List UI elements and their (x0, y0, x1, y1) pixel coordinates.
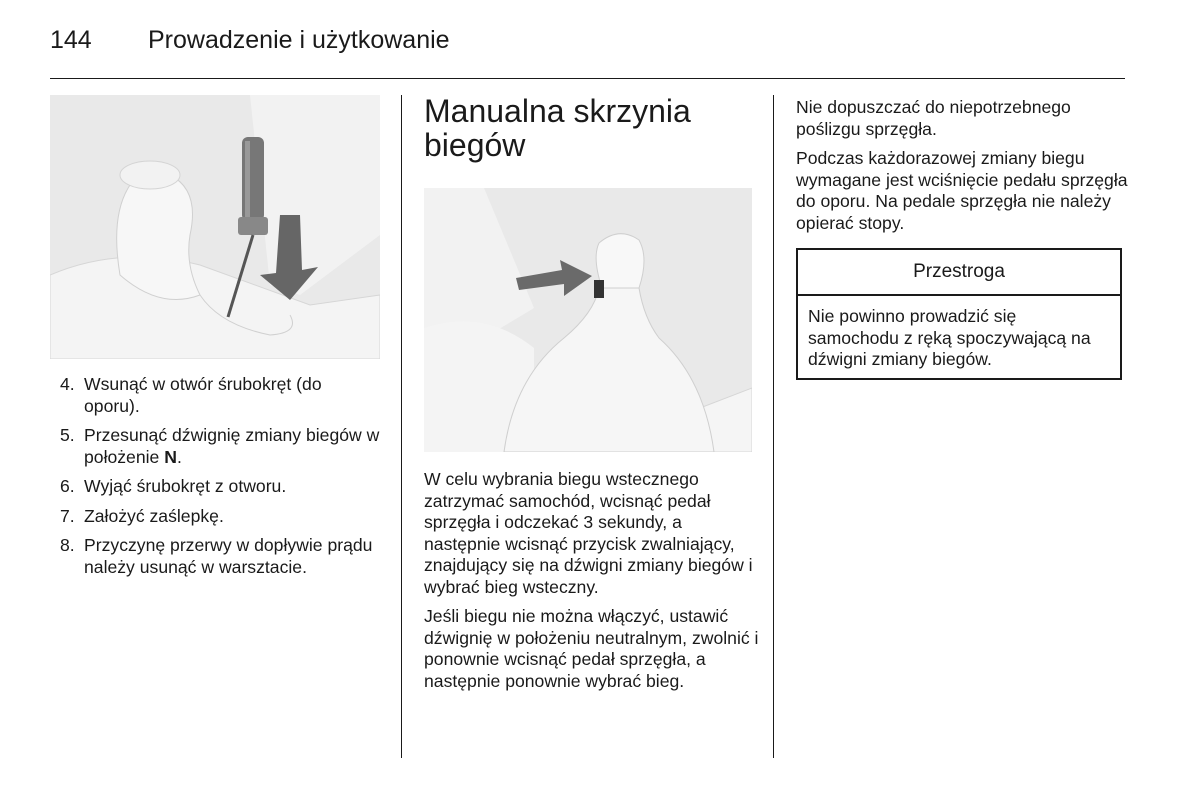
paragraph: W celu wybrania biegu wstecznego zatrzymać samochód, wcisnąć pedał sprzęgła i odczekać 3 sekundy, a następnie wcisnąć przycisk zwalniający, znajdujący się na dźwigni zmiany biegów i wybrać bieg wsteczny. (424, 469, 753, 597)
paragraph: Nie dopuszczać do niepotrzebnego poślizgu sprzęgła. (796, 97, 1071, 139)
caution-box (796, 248, 1122, 380)
shifter-screwdriver-illustration (50, 95, 380, 359)
steps-list (60, 374, 380, 586)
manual-gear-lever-illustration (424, 188, 752, 452)
caution-title: Przestroga (798, 250, 1120, 296)
paragraph: Jeśli biegu nie można włączyć, ustawić dźwignię w położeniu neutralnym, zwolnić i ponownie wcisnąć pedał sprzęgła, a następnie ponownie wybrać bieg. (424, 606, 759, 691)
list-item: 4. Wsunąć w otwór śrubokręt (do oporu). (60, 374, 322, 416)
section-title: Prowadzenie i użytkowanie (148, 26, 450, 54)
list-item: 7. Założyć zaślepkę. (60, 505, 224, 526)
list-item: 6. Wyjąć śrubokręt z otworu. (60, 476, 287, 496)
page-number: 144 (50, 26, 92, 54)
column-divider (401, 95, 402, 758)
section-heading: Manualna skrzynia biegów (424, 93, 691, 163)
list-item: 8. Przyczynę przerwy w dopływie prądu należy usunąć w warsztacie. (60, 535, 373, 577)
paragraph: Podczas każdorazowej zmiany biegu wymagane jest wciśnięcie pedału sprzęgła do oporu. Na pedale sprzęgła nie należy opierać stopy. (796, 148, 1128, 233)
clutch-text (796, 97, 1131, 242)
caution-text: Nie powinno prowadzić się samochodu z ręką spoczywającą na dźwigni zmiany biegów. (808, 306, 1091, 369)
column-divider (773, 95, 774, 758)
list-item: 5. Przesunąć dźwignię zmiany biegów w położenie N. (60, 425, 380, 467)
page-header (50, 26, 1125, 79)
reverse-gear-text (424, 469, 759, 700)
